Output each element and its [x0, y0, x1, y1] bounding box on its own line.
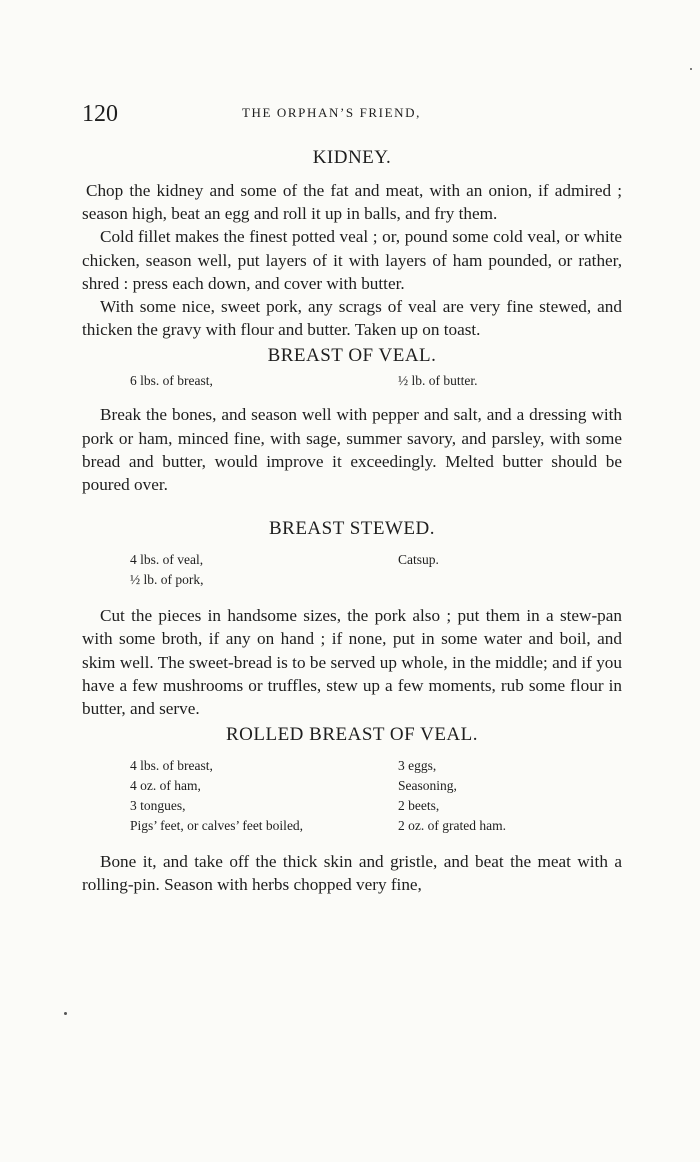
book-page	[82, 95, 622, 897]
ingredient: 6 lbs. of breast,	[130, 373, 213, 389]
ingredient: 4 oz. of ham,	[130, 778, 201, 794]
ink-speck	[64, 1012, 67, 1015]
ingredient: 2 oz. of grated ham.	[398, 818, 506, 834]
paragraph: Break the bones, and season well with pepper and salt, and a dressing with pork or ham, minced fine, with sage, summer savory, and parsley, with some bread and butter, would improve it exceedingly. Melted butter should be poured over.	[82, 405, 622, 495]
ingredient: 4 lbs. of breast,	[130, 758, 213, 774]
paragraph: With some nice, sweet pork, any scrags of veal are very fine stewed, and thicken the gravy with flour and butter. Taken up on toast.	[82, 297, 622, 340]
paragraph: Cut the pieces in handsome sizes, the pork also ; put them in a stew-pan with some broth, if any on hand ; if none, put in some water and boil, and skim well. The sweet-bread is to be served up whole, in the middle; and if you have a few mushrooms or truffles, stew up a few moments, rub some flour in butter, and serve.	[82, 606, 622, 719]
ingredient: Catsup.	[398, 552, 439, 568]
paragraph: Bone it, and take off the thick skin and gristle, and beat the meat with a rolling-pin. Season with herbs chopped very fine,	[82, 852, 622, 895]
ingredient-list	[130, 550, 622, 590]
ingredient: Seasoning,	[398, 778, 457, 794]
ingredient: 4 lbs. of veal,	[130, 552, 204, 568]
ingredient: 3 tongues,	[130, 798, 186, 814]
ingredient-list	[130, 371, 622, 391]
ink-speck	[690, 68, 692, 70]
section-title-breast-stewed: BREAST STEWED.	[268, 518, 436, 540]
paragraph: Cold fillet makes the finest potted veal ; or, pound some cold veal, or white chicken, season well, put layers of it with layers of ham pounded, or rather, shred : press each down, and cover with butter.	[82, 227, 622, 293]
section-title-kidney: KIDNEY.	[312, 147, 392, 168]
ingredient	[398, 570, 598, 590]
ingredient: 2 beets,	[398, 798, 440, 814]
ingredient: ½ lb. of pork,	[130, 572, 204, 588]
ingredient: ½ lb. of butter.	[398, 373, 478, 389]
ingredient: 3 eggs,	[398, 758, 437, 774]
running-title: THE ORPHAN’S FRIEND,	[242, 105, 421, 120]
section-title-rolled-breast-of-veal: ROLLED BREAST OF VEAL.	[225, 724, 479, 746]
paragraph: Chop the kidney and some of the fat and meat, with an onion, if admired ; season high, beat an egg and roll it up in balls, and fry them.	[82, 181, 622, 224]
running-head	[82, 95, 622, 129]
ingredient-list	[130, 756, 622, 836]
page-number: 120	[82, 101, 118, 127]
section-title-breast-of-veal: BREAST OF VEAL.	[267, 345, 437, 367]
ingredient: Pigs’ feet, or calves’ feet boiled,	[130, 818, 304, 834]
